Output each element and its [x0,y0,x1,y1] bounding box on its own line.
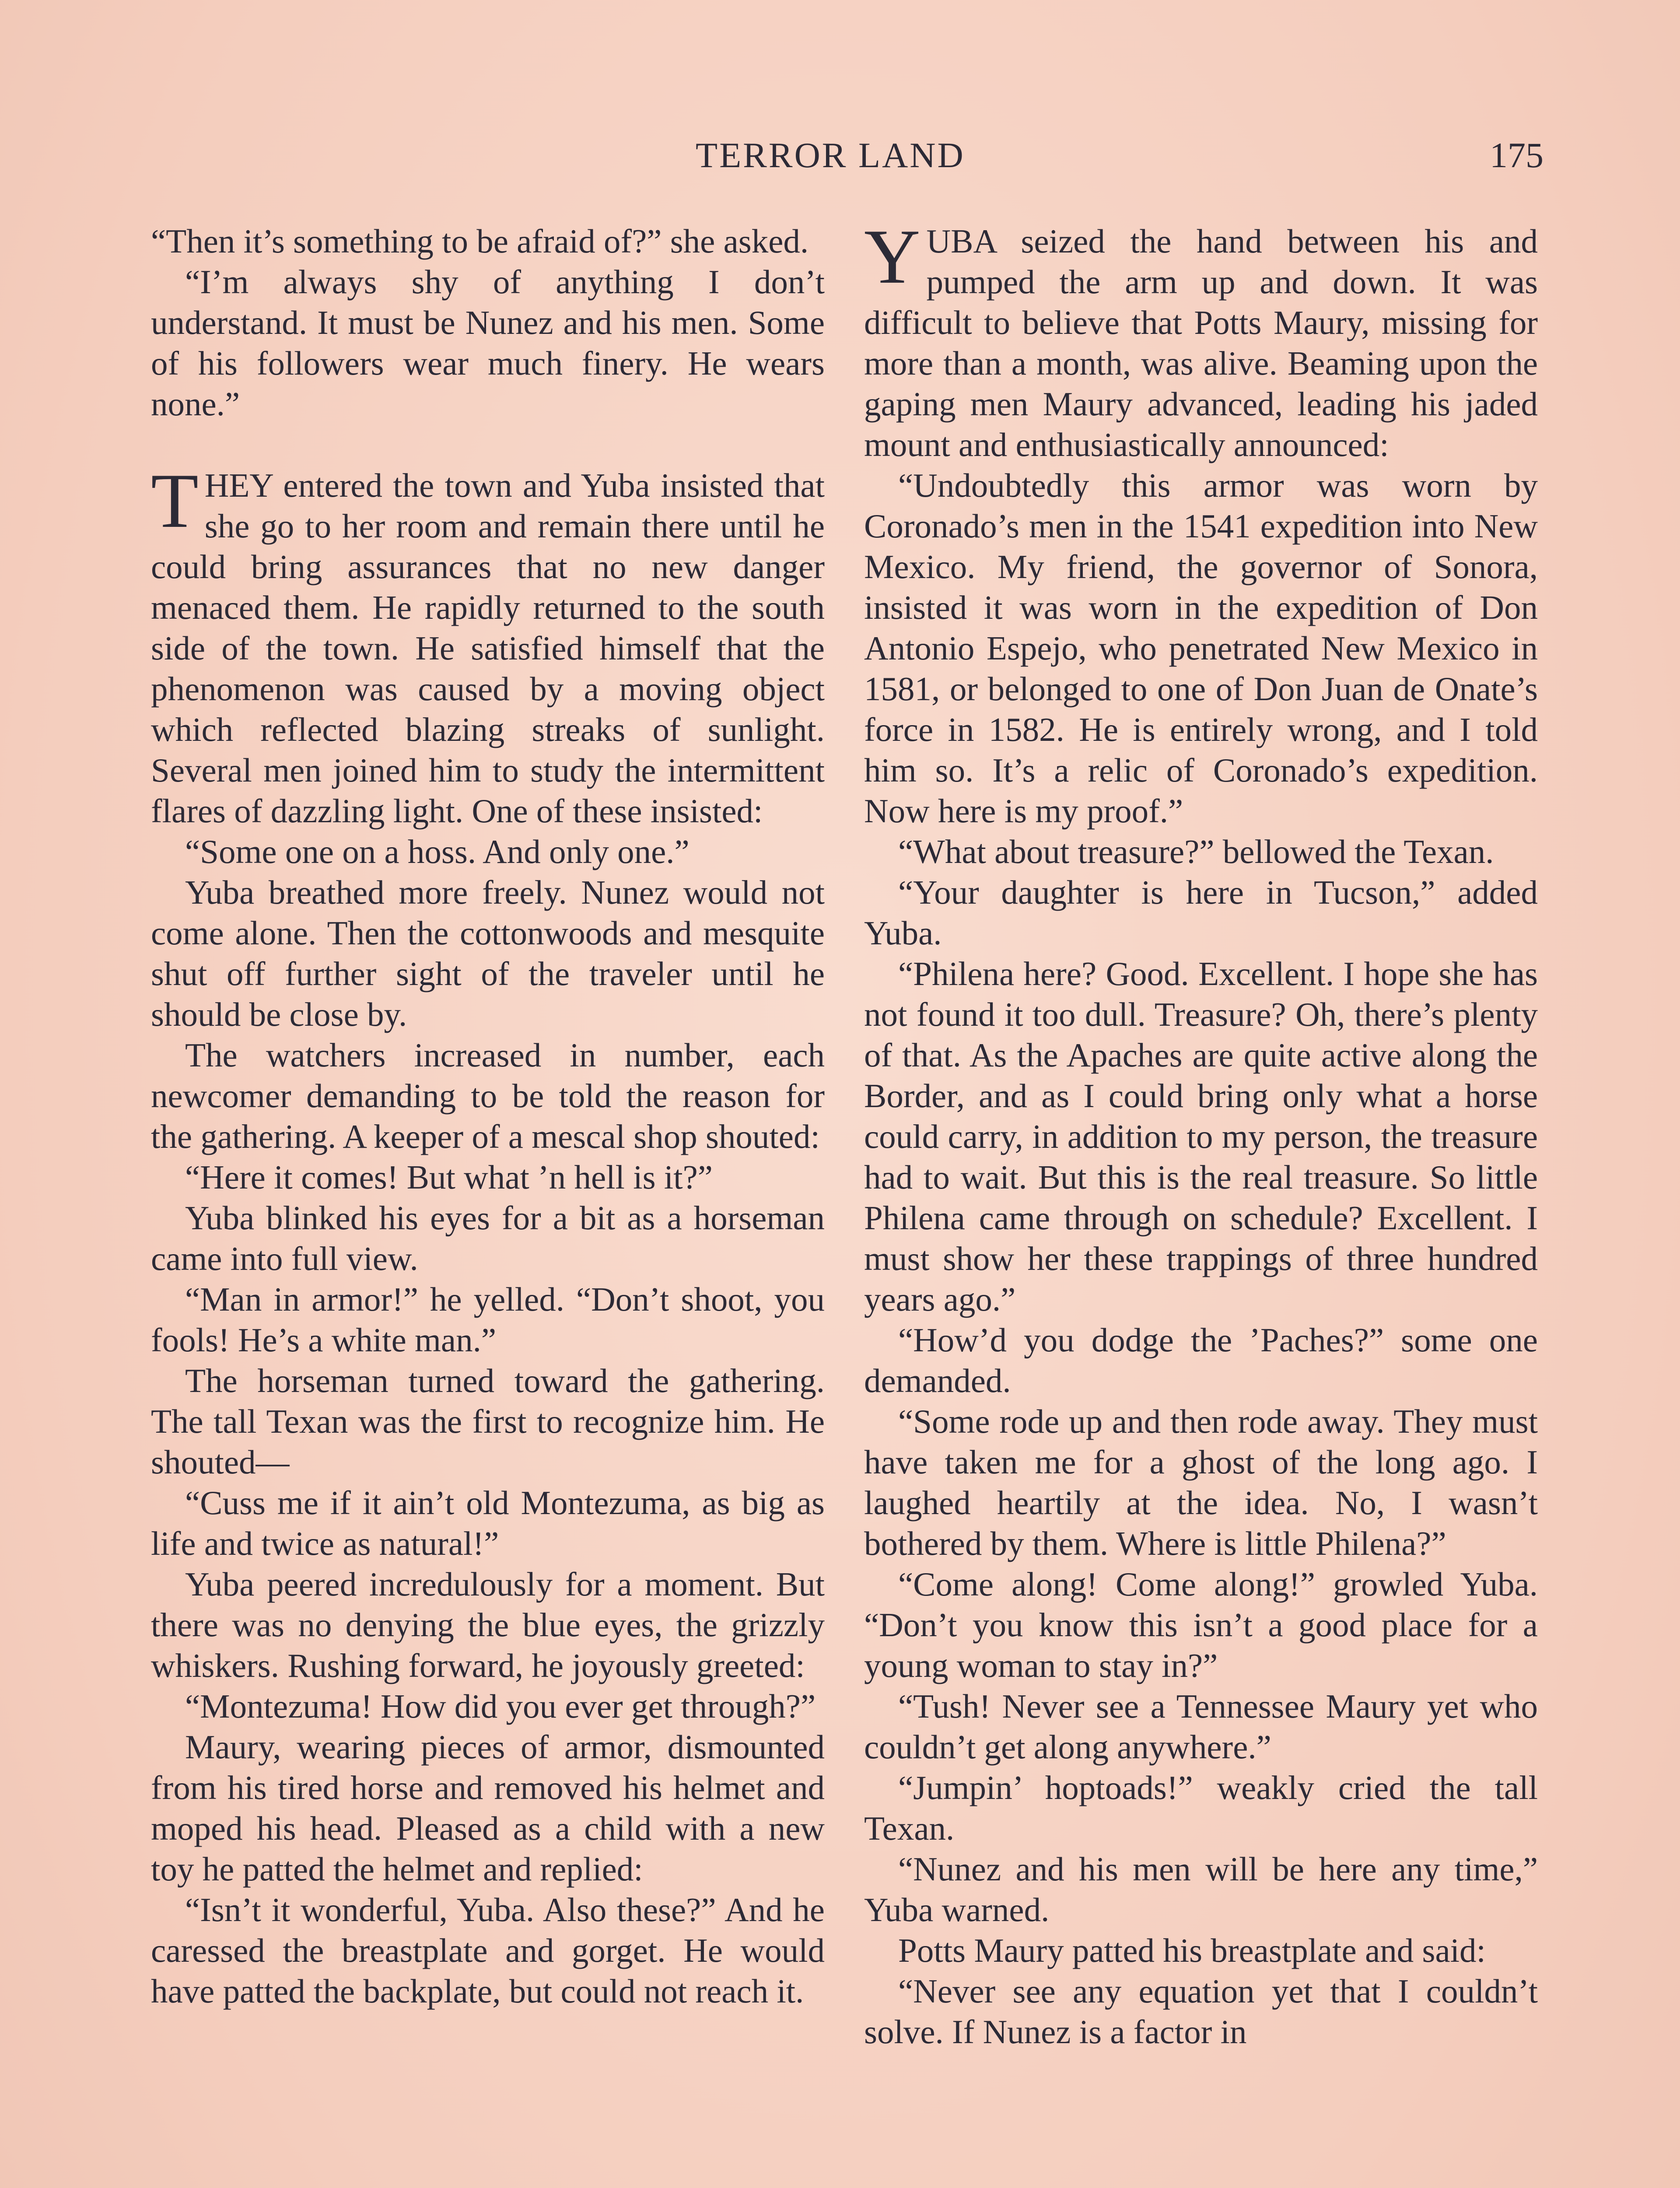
running-title: TERROR LAND [696,135,965,175]
paragraph: “Here it comes! But what ’n hell is it?” [185,1158,713,1196]
drop-cap: T [151,457,199,544]
paragraph: “Cuss me if it ain’t old Montezuma, as big as life and twice as natural!” [151,1484,825,1562]
left-column [151,221,825,2012]
paragraph: Potts Maury patted his breastplate and said: [898,1932,1486,1969]
section-paragraph [864,213,1538,465]
paragraph: “Undoubtedly this armor was worn by Coronado’s men in the 1541 expedition into New Mexico. My friend, the governor of Sonora, insisted it was worn in the expedition of Don Antonio Espejo, who penetrated New Mexico in 1581, or belonged to one of Don Juan de Onate’s force in 1582. He is entirely wrong, and I told him so. It’s a relic of Coronado’s expedition. Now here is my proof.” [864,466,1538,830]
paragraph: “Then it’s something to be afraid of?” she asked. [151,222,809,260]
paragraph: “How’d you dodge the ’Paches?” some one demanded. [864,1321,1538,1399]
paragraph: “Your daughter is here in Tucson,” added Yuba. [864,873,1538,952]
paragraph: “Never see any equation yet that I couldn’t solve. If Nunez is a factor in [864,1972,1538,2051]
paragraph: “What about treasure?” bellowed the Texan. [898,833,1494,870]
paragraph: “I’m always shy of anything I don’t understand. It must be Nunez and his men. Some of his followers wear much finery. He wears none.” [151,263,825,423]
paragraph: “Tush! Never see a Tennessee Maury yet who couldn’t get along anywhere.” [864,1687,1538,1766]
page-header [0,131,1680,179]
section-paragraph [151,457,825,831]
paragraph-text: HEY entered the town and Yuba insisted that she go to her room and remain there until he could bring assurances that no new danger menaced them. He rapidly returned to the south side of the town. He satisfied himself that the phenomenon was caused by a moving object which reflected blazing streaks of sunlight. Several men joined him to study the intermittent flares of dazzling light. One of these insisted: [151,466,825,830]
paragraph: Yuba breathed more freely. Nunez would not come alone. Then the cottonwoods and mesquite shut off further sight of the traveler until he should be close by. [151,873,825,1033]
paragraph: “Some one on a hoss. And only one.” [185,833,690,870]
paragraph: Yuba blinked his eyes for a bit as a horseman came into full view. [151,1199,825,1277]
paragraph: “Isn’t it wonderful, Yuba. Also these?” And he caressed the breastplate and gorget. He would have patted the backplate, but could not reach it. [151,1891,825,2010]
paragraph-text: UBA seized the hand between his and pumped the arm up and down. It was difficult to believe that Potts Maury, missing for more than a month, was alive. Beaming upon the gaping men Maury advanced, leading his jaded mount and enthusiastically announced: [864,222,1538,463]
page-number: 175 [1490,135,1544,175]
drop-cap: Y [864,213,920,300]
paragraph: The watchers increased in number, each newcomer demanding to be told the reason for the gathering. A keeper of a mescal shop shouted: [151,1036,825,1155]
paragraph: “Jumpin’ hoptoads!” weakly cried the tall Texan. [864,1769,1538,1847]
paragraph: “Come along! Come along!” growled Yuba. “Don’t you know this isn’t a good place for a young woman to stay in?” [864,1565,1538,1684]
right-column [864,213,1538,2052]
paragraph: “Montezuma! How did you ever get through?” [185,1687,816,1725]
paragraph: “Philena here? Good. Excellent. I hope she has not found it too dull. Treasure? Oh, there’s plenty of that. As the Apaches are quite active along the Border, and as I could bring only what a horse could carry, in addition to my person, the treasure had to wait. But this is the real treasure. So little Philena came through on schedule? Excellent. I must show her these trappings of three hundred years ago.” [864,955,1538,1318]
paragraph: Yuba peered incredulously for a moment. But there was no denying the blue eyes, the grizzly whiskers. Rushing forward, he joyously greeted: [151,1565,825,1684]
paragraph: “Nunez and his men will be here any time,” Yuba warned. [864,1850,1538,1929]
paragraph: The horseman turned toward the gathering. The tall Texan was the first to recognize him. He shouted— [151,1362,825,1481]
paragraph: Maury, wearing pieces of armor, dismounted from his tired horse and removed his helmet and moped his head. Pleased as a child with a new toy he patted the helmet and replied: [151,1728,825,1888]
paragraph: “Some rode up and then rode away. They must have taken me for a ghost of the long ago. I laughed heartily at the idea. No, I wasn’t bothered by them. Where is little Philena?” [864,1403,1538,1562]
paragraph: “Man in armor!” he yelled. “Don’t shoot, you fools! He’s a white man.” [151,1280,825,1359]
